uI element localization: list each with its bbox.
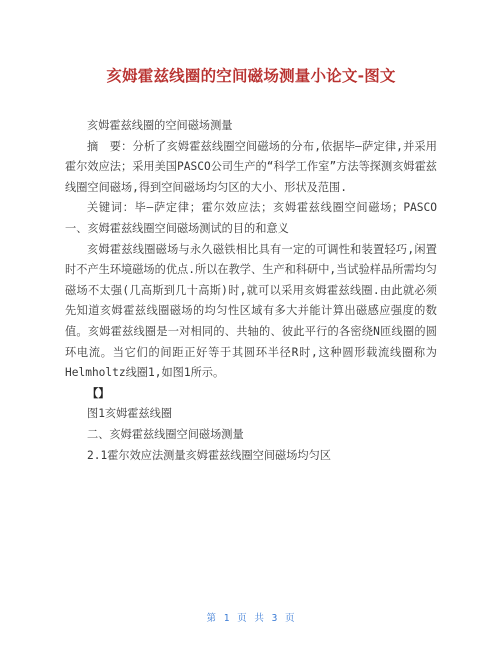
section-heading: 亥姆霍兹线圈的空间磁场测量 xyxy=(87,119,233,132)
figure-placeholder: 【】 xyxy=(87,386,110,400)
document-title: 亥姆霍兹线圈的空间磁场测量小论文-图文 xyxy=(106,67,396,85)
figure-caption: 图1亥姆霍兹线圈 xyxy=(87,407,173,421)
body-paragraph: 亥姆霍兹线圈磁场与永久磁铁相比具有一定的可调性和装置轻巧,闲置时不产生环境磁场的优点.所以在教学、生产和科研中,当试验样品所需均匀磁场不太强(几高斯到几十高斯)时,就可以采用亥姆霍兹线圈.由此就必须先知道亥姆霍兹线圈磁场的均匀性区域有多大并能计算出磁感应强度的数值。亥姆霍兹线圈是一对相同的、共轴的、彼此平行的各密绕N匝线圈的圆环电流。当它们的间距正好等于其圆环半径R时,这种圆形载流线圈称为Helmholtz线圈1,如图1所示。 xyxy=(65,242,437,380)
abstract-paragraph: 摘 要：分析了亥姆霍兹线圈空间磁场的分布,依据毕—萨定律,并采用霍尔效应法；采用美国PASCO公司生产的“科学工作室”方法等探测亥姆霍兹线圈空间磁场,得到空间磁场均匀区的大小、形状及范围. xyxy=(65,139,437,194)
subsection-heading: 2.1霍尔效应法测量亥姆霍兹线圈空间磁场均匀区 xyxy=(87,448,331,462)
keywords-paragraph: 关键词：毕—萨定律；霍尔效应法；亥姆霍兹线圈空间磁场；PASCO 一、亥姆霍兹线圈空间磁场测试的目的和意义 xyxy=(65,201,437,235)
section-heading-2: 二、亥姆霍兹线圈空间磁场测量 xyxy=(87,427,244,441)
page-number-footer: 第 1 页 共 3 页 xyxy=(206,613,296,624)
document-body xyxy=(65,116,437,466)
